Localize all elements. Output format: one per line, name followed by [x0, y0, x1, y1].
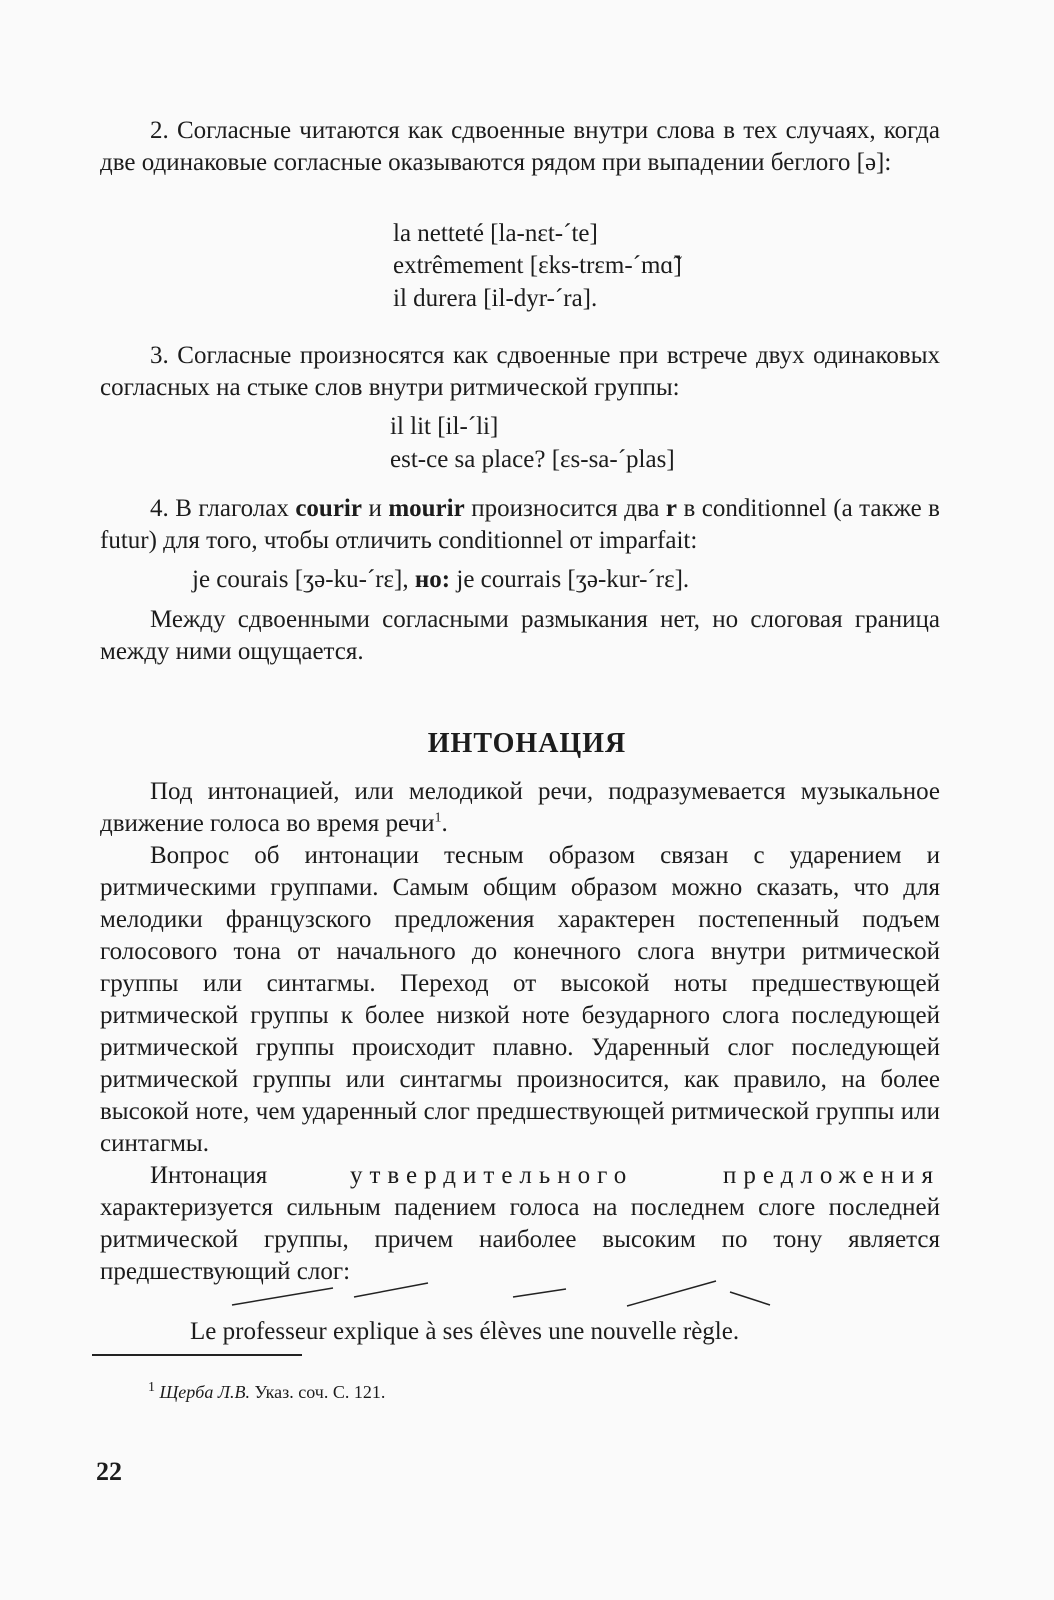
example-extremement: extrêmement [ɛks-trɛm-ˊmɑ̃]: [393, 252, 682, 279]
footnote-ref: 1: [434, 810, 442, 826]
contour-rise-4: [627, 1281, 716, 1306]
contour-rise-3: [513, 1289, 566, 1297]
example-nettete: la netteté [la-nɛt-ˊte]: [393, 220, 598, 247]
paragraph-3: 3. Согласные произносятся как сдвоенные при встрече двух одинаковых согласных на стыке слов внутри ритмической группы:: [100, 342, 940, 401]
page-number: 22: [96, 1457, 122, 1486]
paragraph-intonation-rhythm: Вопрос об интонации тесным образом связан с ударением и ритмическими группами. Самым общим образом можно сказать, что для мелодики французского предложения характерен постепенный подъем голосового тона от начального до конечного слога внутри ритмической группы или синтагмы. Переход от высокой ноты предшествующей ритмической группы к более низкой ноте безударного слога последующей ритмической группы происходит плавно. Ударенный слог последующей ритмической группы или синтагмы произносится, как правило, на более высокой ноте, чем ударенный слог предшествующей ритмической группы или синтагмы.: [100, 842, 940, 1157]
example-courais: je courais [ʒə-ku-ˊrɛ], но: je courrais [ʒə-kur-ˊrɛ].: [192, 566, 690, 593]
paragraph-intonation-definition: Под интонацией, или мелодикой речи, подразумевается музыкальное движение голоса во время речи$^1$.: [100, 778, 940, 837]
example-durera: il durera [il-dyr-ˊra].: [393, 285, 598, 312]
paragraph-5: Между сдвоенными согласными размыкания нет, но слоговая граница между ними ощущается.: [100, 606, 940, 665]
footnote-separator: [92, 1354, 302, 1356]
example-est-ce: est-ce sa place? [ɛs-sa-ˊplas]: [390, 446, 675, 473]
footnote: $^1$ Щерба Л.В. Указ. соч. С. 121.: [148, 1380, 386, 1402]
paragraph-4: 4. В глаголах courir и mourir произносится два r в conditionnel (а также в futur) для того, чтобы отличить conditionnel от imparfait:: [100, 495, 940, 554]
example-sentence: Le professeur explique à ses élèves une nouvelle règle.: [190, 1318, 740, 1345]
example-il-lit: il lit [il-ˊli]: [390, 413, 499, 440]
contour-rise-1: [232, 1288, 333, 1305]
paragraph-2: 2. Согласные читаются как сдвоенные внутри слова в тех случаях, когда две одинаковые согласные оказываются рядом при выпадении беглого [ə]:: [100, 117, 940, 176]
section-heading: ИНТОНАЦИЯ: [427, 728, 627, 759]
paragraph-declarative: Интонация утвердительного предложения характеризуется сильным падением голоса на последнем слоге последней ритмической группы, причем наиболее высоким по тону является предшествующий слог:: [100, 1162, 941, 1285]
contour-fall: [730, 1292, 770, 1305]
contour-rise-2: [354, 1283, 428, 1297]
